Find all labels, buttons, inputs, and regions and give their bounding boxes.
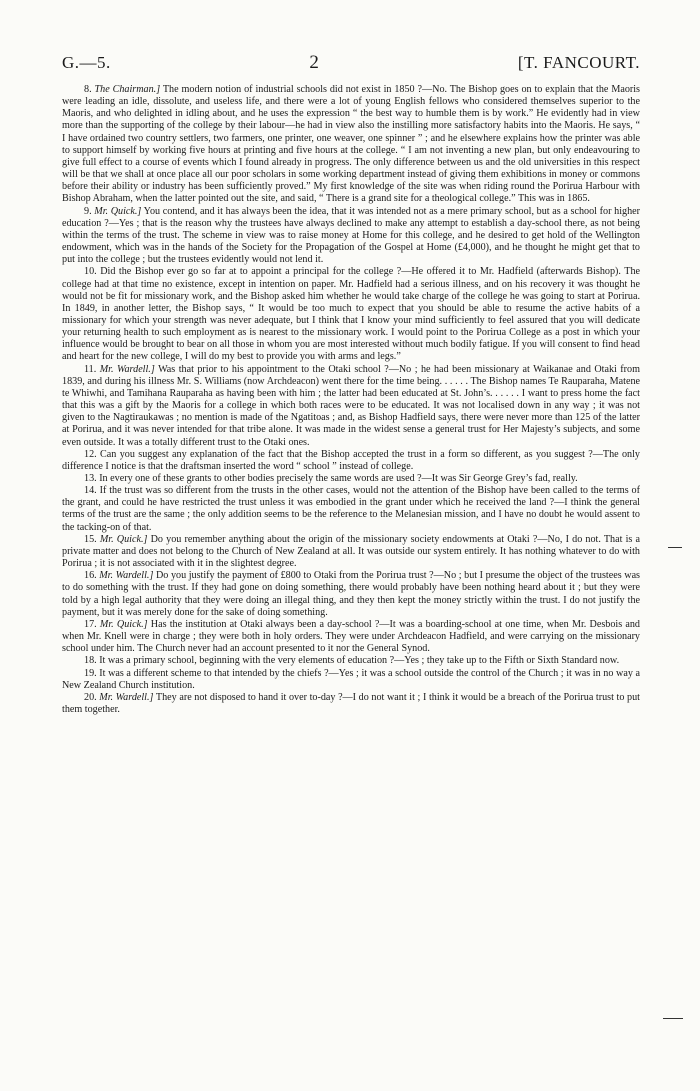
margin-mark (668, 547, 682, 548)
paragraph-text: It was a different scheme to that intended by the chiefs ?—Yes ; it was a school outside the control of the Church ; it was in no way a New Zealand Church institution. (62, 667, 641, 691)
question-number: 9. (84, 205, 92, 217)
paragraph-text: Has the institution at Otaki always been a day-school ?—It was a boarding-school at one time, when Mr. Desbois and when Mr. Knell were in charge ; they were both in holy orders. They were under Archdeacon Hadfield, and were carrying on the missionary school under him. The Church never had an account presented to it nor the General Synod. (62, 618, 640, 655)
paragraph-text: Do you remember anything about the origin of the missionary society endowments at Otaki ?—No, I do not. That is a private matter and does not belong to the Church of New Zealand at all. It was outside our system entirely. It has nothing whatever to do with Porirua ; it is not associated with it in the slightest degree. (62, 533, 641, 570)
speaker-label: Mr. Quick.] (99, 533, 148, 545)
paragraph-text: Do you justify the payment of £800 to Otaki from the Porirua trust ?—No ; but I presume the object of the trustees was to do something with the trust. If they had gone on doing something, there would probably have been nothing heard about it ; but they were told by a high legal authority that they were doing an illegal thing, and they then kept the money strictly within the trust. I do not justify the payment, but it was merely done for the sake of doing something. (62, 570, 640, 618)
paper-reference: G.—5. (62, 53, 111, 72)
question-number: 12. (84, 448, 97, 460)
testimony-paragraph (62, 655, 640, 667)
paragraph-text: They are not disposed to hand it over to-day ?—I do not want it ; I think it would be a breach of the Porirua trust to put them together. (62, 691, 640, 715)
question-number: 14. (84, 485, 97, 497)
testimony-paragraph (62, 534, 640, 570)
speaker-label: The Chairman.] (94, 84, 161, 95)
testimony-paragraph (62, 266, 640, 363)
testimony-paragraph (62, 206, 640, 267)
testimony-paragraph (62, 473, 640, 485)
testimony-paragraph (62, 619, 640, 655)
testimony-paragraph (62, 84, 640, 206)
margin-mark (663, 1018, 683, 1019)
speaker-label: Mr. Wardell.] (99, 363, 155, 375)
paragraph-text: In every one of these grants to other bodies precisely the same words are used ?—It was Sir George Grey’s fad, really. (99, 473, 578, 484)
testimony-paragraph (62, 570, 640, 619)
question-number: 11. (84, 363, 97, 375)
testimony-body (62, 84, 640, 716)
paragraph-text: Was that prior to his appointment to the Otaki school ?—No ; he had been missionary at Waikanae and Otaki from 1839, and during his illness Mr. S. Williams (now Archdeacon) went there for the time being. . . . . . The Bishop names Te Rauparaha, Matene te Whiwhi, and Tamihana Rauparaha as having been with him ; the latter had been educated at St. John’s. . . . . . I want to press home the fact that this was a gift by the Maoris for a college in which both races were to be educated. It was not localised down in any way ; it was not given to the Nagtiraukawas ; no mention is made of the Ngatitoas ; and, as Bishop Hadfield says, there were never more than 125 of the latter at Porirua, and it was never intended for that tribe alone. It was made in the widest sense a general trust for Her Majesty’s subjects, and some even outside. It was a totally different trust to the Otaki ones. (62, 363, 640, 448)
paragraph-text: Can you suggest any explanation of the fact that the Bishop accepted the trust in a form so different, as you suggest ?—The only difference I notice is that the draftsman inserted the word “ school ” instead of college. (62, 448, 640, 472)
testimony-paragraph (62, 364, 640, 449)
question-number: 17. (84, 618, 97, 630)
speaker-label: Mr. Quick.] (99, 618, 148, 630)
paragraph-text: If the trust was so different from the trusts in the other cases, would not the attention of the Bishop have been called to the terms of the grant, and could he have restricted the trust unless it was embodied in the grant under which he received the land ?—I think the general terms of the trust are the same ; the only addition seems to be the reference to the Melanesian mission, and I have no doubt he would assent to the tacking-on of that. (62, 485, 640, 533)
testimony-paragraph (62, 485, 640, 534)
testimony-paragraph (62, 692, 640, 716)
question-number: 15. (84, 533, 97, 545)
paragraph-text: It was a primary school, beginning with the very elements of education ?—Yes ; they take up to the Fifth or Sixth Standard now. (99, 655, 620, 667)
question-number: 20. (84, 691, 97, 703)
question-number: 16. (84, 570, 97, 582)
question-number: 8. (84, 84, 92, 95)
speaker-label: Mr. Quick.] (94, 205, 142, 217)
speaker-label: Mr. Wardell.] (99, 570, 154, 582)
document-page (62, 52, 640, 716)
speaker-label: Mr. Wardell.] (99, 691, 154, 703)
question-number: 13. (84, 473, 97, 484)
paragraph-text: Did the Bishop ever go so far at to appoint a principal for the college ?—He offered it to Mr. Hadfield (afterwards Bishop). The college had at that time no existence, except in intention on paper. Mr. Hadfield had a serious illness, and on his recovery it was thought he would not be fit for missionary work, and the Bishop asked him whether he would take charge of the college he was going to start at Porirua. In 1849, in another letter, the Bishop says, “ It would be too much to expect that you should be able to resume the active habits of a missionary for which your strength was never adequate, but I think that I know your mind sufficiently to feel assured that you will dedicate your returning health to such employment as is nearest to the missionary work. I would point to the Porirua College as a post in which your influence would be brought to bear on all those in whom you are most interested without much bodily fatigue. If you will consent to find head and heart for the new college, I will do my best to provide you with arms and legs.” (62, 266, 640, 363)
question-number: 19. (84, 667, 97, 679)
page-header (62, 52, 640, 74)
witness-name: [T. FANCOURT. (517, 53, 640, 72)
question-number: 18. (84, 655, 97, 667)
paragraph-text: The modern notion of industrial schools did not exist in 1850 ?—No. The Bishop goes on to explain that the Maoris were leading an idle, dissolute, and useless life, and there were a lot of young English fellows who considered themselves superior to the Maoris, and who delighted in idling about, and he uses the expression “ the best way to humble them is by work.” He evidently had in view more than the supporting of the college by their labour—he had in view also the instilling more satisfactory habits into the Maoris. He says, “ I have ordained two country settlers, two farmers, one printer, one weaver, one spinner ” ; and he elsewhere explains how the printer was able to support himself by working five hours at printing and five hours at the college. “ I am not inventing a new plan, but only endeavouring to give full effect to a course of events which I found already in progress. The only difference between us and the old universities in this respect will be that we shall at once place all our poor scholars in some working department instead of giving them exhibitions in money or commons before their ability or industry has been sufficiently proved.” My first knowledge of the site was when riding round the Porirua Harbour with Bishop Abraham, when the latter pointed out the site, and said, “ There is a grand site for a theological college.” This was in 1865. (62, 84, 641, 205)
question-number: 10. (84, 266, 97, 278)
testimony-paragraph (62, 668, 640, 692)
paragraph-text: You contend, and it has always been the idea, that it was intended not as a mere primary school, but as a school for higher education ?—Yes ; that is the reason why the trustees have always declined to make any attempt to establish a day-school there, as not being within the terms of the trust. The scheme in view was to raise money at Home for this college, and he desired to get hold of the Wellington endowment, which was in the hands of the Society for the Propagation of the Gospel at Home (£4,000), and he thought he might get that to put into the college ; but the trustees evidently would not lend it. (62, 205, 641, 266)
page-number: 2 (309, 52, 320, 73)
testimony-paragraph (62, 449, 640, 473)
